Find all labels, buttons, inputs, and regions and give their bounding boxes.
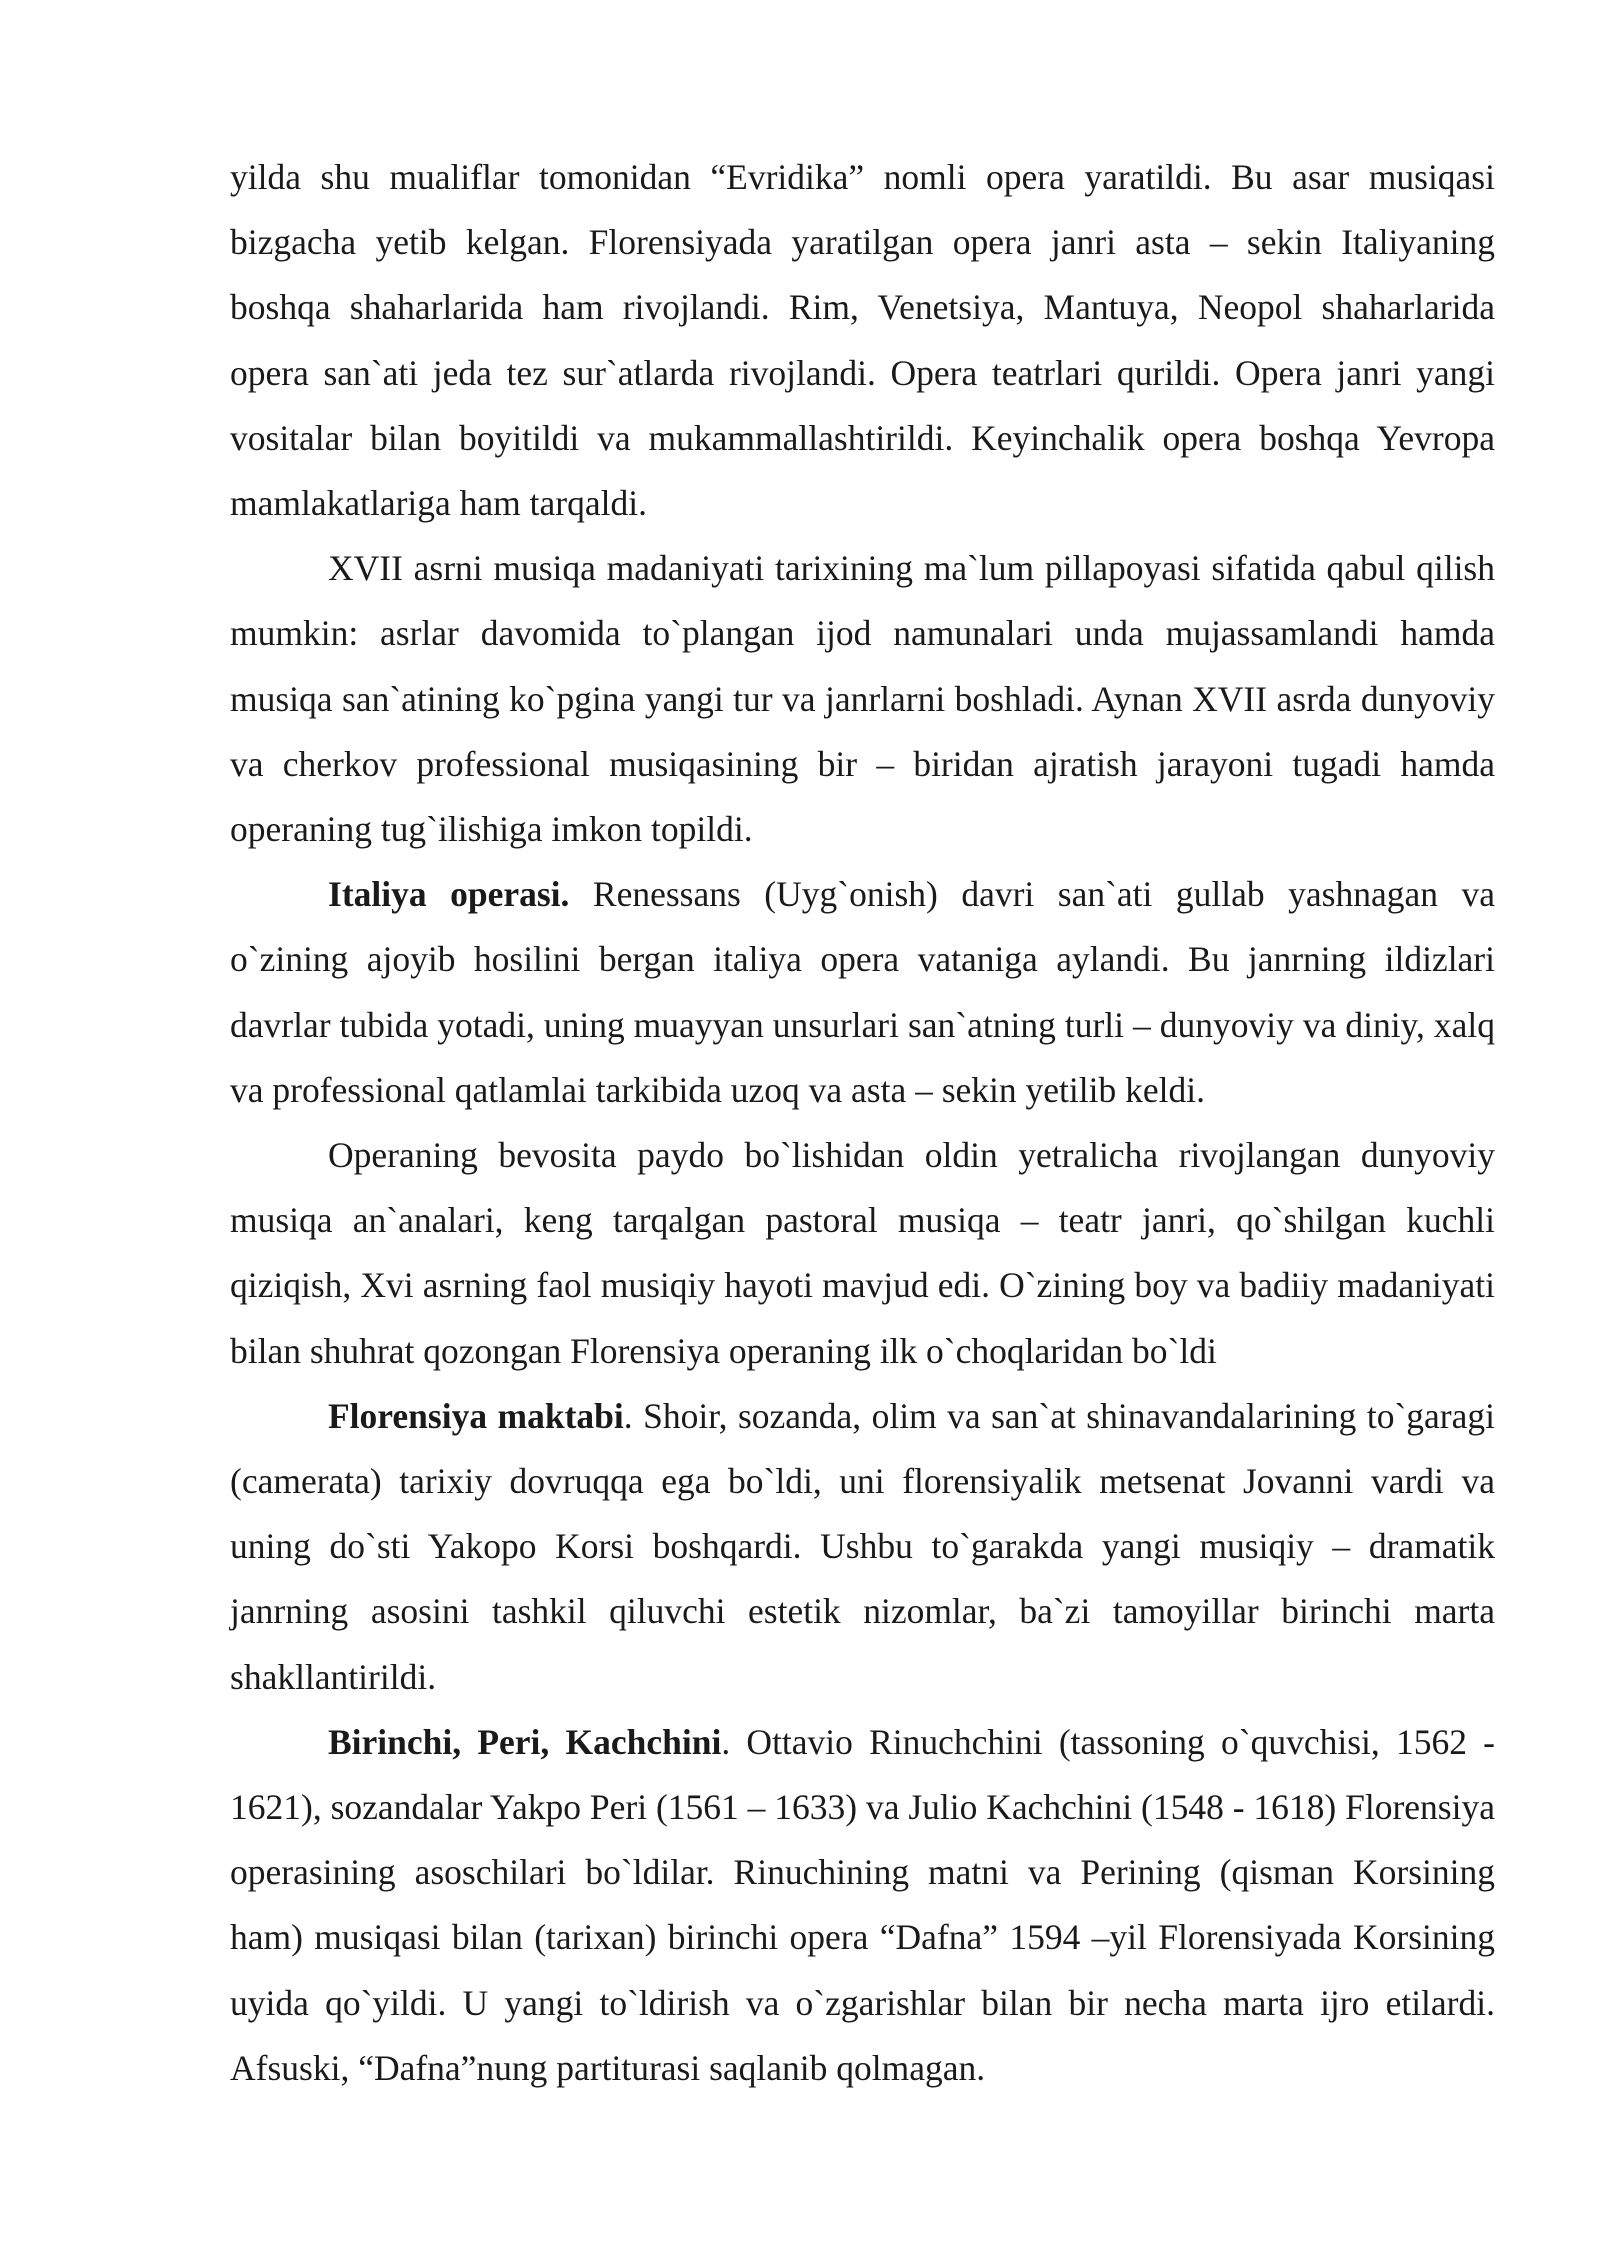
paragraph-birinchi-peri-kachchini bbox=[230, 1710, 1495, 2101]
paragraph-text: XVII asrni musiqa madaniyati tarixining ma`lum pillapoyasi sifatida qabul qilish mumkin: asrlar davomida to`plangan ijod namunalari unda mujassamlandi hamda musiqa san`atining ko`pgina yangi tur va janrlarni boshladi. Aynan XVII asrda dunyoviy va cherkov professional musiqasining bir – biridan ajratish jarayoni tugadi hamda operaning tug`ilishiga imkon topildi. bbox=[230, 548, 1495, 850]
paragraph-text: . Ottavio Rinuchchini (tassoning o`quvchisi, 1562 - 1621), sozandalar Yakpo Peri (1561 – 1633) va Julio Kachchini (1548 - 1618) Florensiya operasining asoschilari bo`ldilar. Rinuchining matni va Perining (qisman Korsining ham) musiqasi bilan (tarixan) birinchi opera “Dafna” 1594 –yil Florensiyada Korsining uyida qo`yildi. U yangi to`ldirish va o`zgarishlar bilan bir necha marta ijro etilardi. Afsuski, “Dafna”nung partiturasi saqlanib qolmagan. bbox=[230, 1721, 1495, 2088]
paragraph-heading: Italiya operasi. bbox=[328, 874, 570, 915]
paragraph-evridika bbox=[230, 145, 1495, 536]
paragraph-heading: Birinchi, Peri, Kachchini bbox=[328, 1721, 722, 1762]
paragraph-text: Operaning bevosita paydo bo`lishidan oldin yetralicha rivojlangan dunyoviy musiqa an`analari, keng tarqalgan pastoral musiqa – teatr janri, qo`shilgan kuchli qiziqish, Xvi asrning faol musiqiy hayoti mavjud edi. O`zining boy va badiiy madaniyati bilan shuhrat qozongan Florensiya operaning ilk o`choqlaridan bo`ldi bbox=[230, 1135, 1495, 1371]
document-page bbox=[230, 145, 1495, 2101]
paragraph-text: Renessans (Uyg`onish) davri san`ati gullab yashnagan va o`zining ajoyib hosilini bergan italiya opera vataniga aylandi. Bu janrning ildizlari davrlar tubida yotadi, uning muayyan unsurlari san`atning turli – dunyoviy va diniy, xalq va professional qatlamlai tarkibida uzoq va asta – sekin yetilib keldi. bbox=[230, 874, 1495, 1110]
paragraph-italiya-operasi bbox=[230, 862, 1495, 1123]
paragraph-florensiya-maktabi bbox=[230, 1384, 1495, 1710]
paragraph-heading: Florensiya maktabi bbox=[328, 1395, 624, 1436]
paragraph-operaning-paydo bbox=[230, 1123, 1495, 1384]
paragraph-text: . Shoir, sozanda, olim va san`at shinavandalarining to`garagi (camerata) tarixiy dovruqqa ega bo`ldi, uni florensiyalik metsenat Jovanni vardi va uning do`sti Yakopo Korsi boshqardi. Ushbu to`garakda yangi musiqiy – dramatik janrning asosini tashkil qiluvchi estetik nizomlar, ba`zi tamoyillar birinchi marta shakllantirildi. bbox=[230, 1395, 1496, 1697]
paragraph-text: yilda shu mualiflar tomonidan “Evridika” nomli opera yaratildi. Bu asar musiqasi bizgacha yetib kelgan. Florensiyada yaratilgan opera janri asta – sekin Italiyaning boshqa shaharlarida ham rivojlandi. Rim, Venetsiya, Mantuya, Neopol shaharlarida opera san`ati jeda tez sur`atlarda rivojlandi. Opera teatrlari qurildi. Opera janri yangi vositalar bilan boyitildi va mukammallashtirildi. Keyinchalik opera boshqa Yevropa mamlakatlariga ham tarqaldi. bbox=[230, 157, 1495, 524]
paragraph-xvii-century bbox=[230, 536, 1495, 862]
